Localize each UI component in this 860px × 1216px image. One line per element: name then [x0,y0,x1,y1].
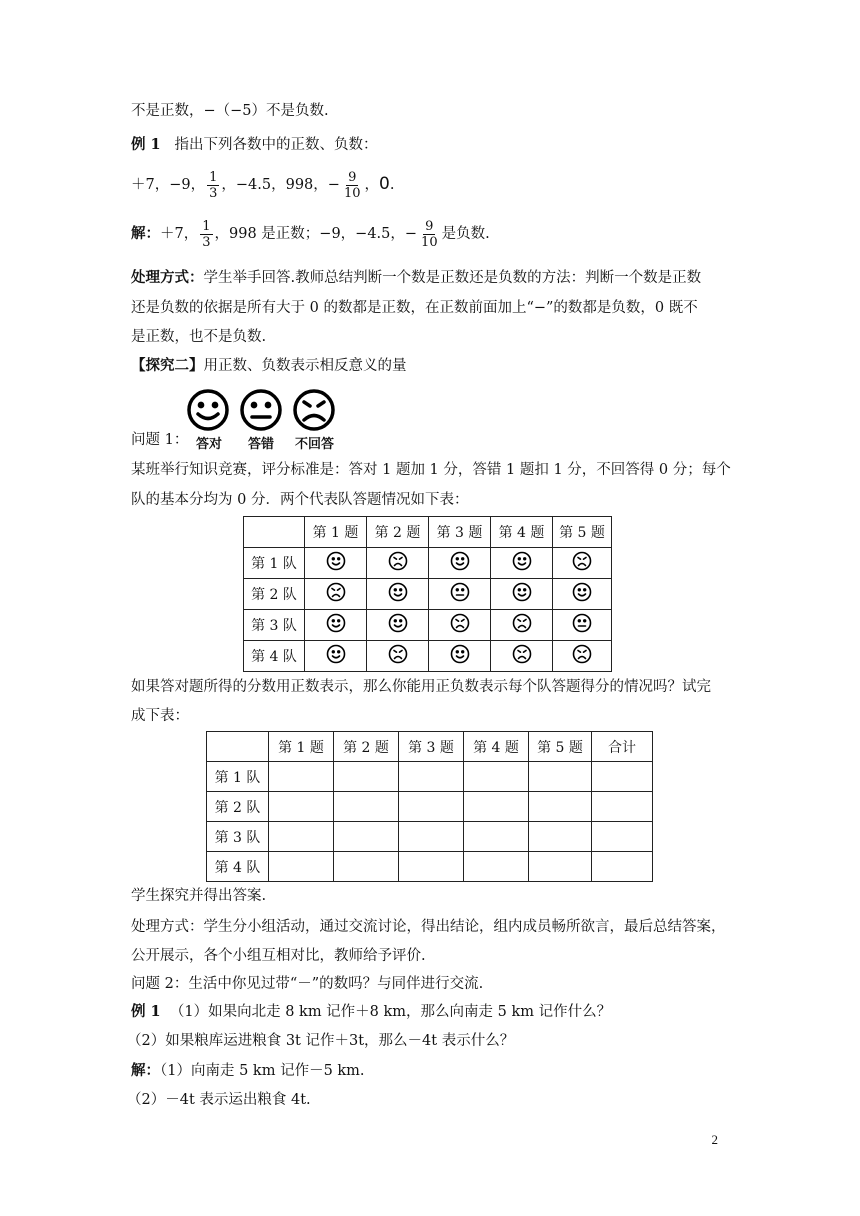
table-row [244,579,612,610]
score-cell[interactable] [464,792,529,822]
score-cell[interactable] [399,762,464,792]
example-1-line: 例 1 指出下列各数中的正数、负数： [131,136,378,153]
face-cell [491,641,553,672]
face-cell [491,579,553,610]
score-cell[interactable] [334,762,399,792]
smile-face-icon [512,582,532,606]
fraction-one-third: $\frac{1}{3}$ [202,218,211,250]
fraction-one-third: $\frac{1}{3}$ [209,169,218,201]
smile-face-icon [388,582,408,606]
smile-face-icon [572,582,592,606]
score-cell[interactable] [529,822,592,852]
solution-line: 解：＋7， $\frac{1}{3}$ ，998 是正数；−9，−4.5，− $\frac{9}{10}$ 是负数. [131,218,490,250]
face-cell [553,548,612,579]
question-2-line: 问题 2：生活中你见过带“－”的数吗？与同伴进行交流. [131,976,484,992]
text-line: 队的基本分均为 0 分．两个代表队答题情况如下表： [131,492,469,508]
solution-line: （2）－4t 表示运出粮食 4t. [127,1092,311,1108]
table-row [207,822,653,852]
table-header-cell: 第 5 题 [553,517,612,548]
score-cell[interactable] [269,792,334,822]
face-cell [429,641,491,672]
text-line: 某班举行知识竞赛，评分标准是：答对 1 题加 1 分，答错 1 题扣 1 分，不回答得 0 分；每个 [131,462,731,478]
process-line: 是正数，也不是负数. [131,329,267,345]
team-cell: 第 2 队 [207,792,269,822]
face-cell [305,579,367,610]
frown-face-icon [572,644,592,668]
face-cell [553,610,612,641]
frown-face-icon [388,551,408,575]
face-cell [429,610,491,641]
frown-face-icon [326,582,346,606]
process-line: 还是负数的依据是所有大于 0 的数都是正数，在正数前面加上“−”的数都是负数，0 既不 [131,300,698,316]
table-row [207,792,653,822]
face-label-wrong: 答错 [248,437,275,452]
face-cell [367,610,429,641]
table-row [244,610,612,641]
face-cell [305,610,367,641]
face-cell [429,579,491,610]
face-cell [553,579,612,610]
smile-face-icon [450,551,470,575]
answer-faces-table [243,516,612,672]
table-header-cell: 第 5 题 [529,732,592,762]
page-number: 2 [711,1132,718,1147]
team-cell: 第 2 队 [244,579,305,610]
face-cell [305,641,367,672]
score-cell[interactable] [464,852,529,882]
team-cell: 第 1 队 [207,762,269,792]
frown-face-icon [512,644,532,668]
smile-face-icon [326,644,346,668]
score-cell[interactable] [399,822,464,852]
face-cell [367,548,429,579]
table-row [207,852,653,882]
text-line: 学生探究并得出答案. [131,888,267,904]
score-cell[interactable] [334,822,399,852]
face-label-no-answer: 不回答 [295,437,335,452]
table-header-cell: 第 3 题 [429,517,491,548]
smile-face-icon [326,613,346,637]
face-legend-icons [186,388,338,432]
table-header-cell: 第 1 题 [269,732,334,762]
face-cell [305,548,367,579]
score-cell[interactable] [592,822,653,852]
score-cell[interactable] [399,792,464,822]
frown-face-icon [512,613,532,637]
smile-face-icon [326,551,346,575]
smile-face-icon [450,644,470,668]
text-line: 成下表： [131,708,189,724]
section-heading: 【探究二】用正数、负数表示相反意义的量 [131,357,407,374]
score-cell[interactable] [269,852,334,882]
score-cell[interactable] [529,762,592,792]
table-header-cell: 第 2 题 [367,517,429,548]
process-line: 处理方式：学生举手回答.教师总结判断一个数是正数还是负数的方法：判断一个数是正数 [131,269,702,286]
table-header-cell: 第 1 题 [305,517,367,548]
text-line: 不是正数，−（−5）不是负数. [131,103,329,119]
question-1-label: 问题 1： [131,432,189,448]
team-cell: 第 4 队 [244,641,305,672]
table-header-cell: 第 2 题 [334,732,399,762]
score-cell[interactable] [269,762,334,792]
text-line: 公开展示，各个小组互相对比，教师给予评价. [131,948,426,964]
table-header-cell: 第 4 题 [491,517,553,548]
table-row [207,762,653,792]
score-cell[interactable] [529,852,592,882]
face-cell [553,641,612,672]
table-header-cell [207,732,269,762]
frown-face-icon [388,644,408,668]
fraction-nine-tenths: $\frac{9}{10}$ [343,169,361,201]
table-header-row [207,732,653,762]
team-cell: 第 3 队 [207,822,269,852]
team-cell: 第 1 队 [244,548,305,579]
example-line: 例 1 （1）如果向北走 8 km 记作＋8 km，那么向南走 5 km 记作什么？ [131,1003,612,1020]
team-cell: 第 3 队 [244,610,305,641]
face-cell [491,548,553,579]
frown-face-icon [572,551,592,575]
smile-face-icon [388,613,408,637]
face-cell [491,610,553,641]
face-cell [367,579,429,610]
table-header-cell: 第 3 题 [399,732,464,762]
neutral-face-icon [572,613,592,637]
score-cell[interactable] [334,852,399,882]
score-cell[interactable] [592,762,653,792]
table-row [244,548,612,579]
fraction-nine-tenths: $\frac{9}{10}$ [421,218,438,250]
score-cell[interactable] [464,762,529,792]
smile-face-icon [512,551,532,575]
table-row [244,641,612,672]
text-line: 如果答对题所得的分数用正数表示，那么你能用正负数表示每个队答题得分的情况吗？试完 [131,679,711,695]
score-cell[interactable] [334,792,399,822]
face-cell [367,641,429,672]
face-label-correct: 答对 [196,437,223,452]
number-list: ＋7，−9， $\frac{1}{3}$ ，−4.5，998，− $\frac{9}{10}$ ，0. [131,169,395,201]
solution-line: 解：（1）向南走 5 km 记作－5 km. [131,1062,365,1079]
score-cell[interactable] [399,852,464,882]
neutral-face-icon [450,582,470,606]
score-cell[interactable] [464,822,529,852]
text-line: 处理方式：学生分小组活动，通过交流讨论，得出结论，组内成员畅所欲言，最后总结答案， [131,919,726,935]
face-cell [429,548,491,579]
example-line: （2）如果粮库运进粮食 3t 记作＋3t，那么－4t 表示什么？ [127,1033,515,1049]
table-header-cell [244,517,305,548]
score-cell[interactable] [592,792,653,822]
team-cell: 第 4 队 [207,852,269,882]
table-header-cell: 合计 [592,732,653,762]
score-cell[interactable] [592,852,653,882]
frown-face-icon [450,613,470,637]
score-cell[interactable] [529,792,592,822]
score-table [206,731,653,882]
face-legend [186,388,338,436]
score-cell[interactable] [269,822,334,852]
table-header-cell: 第 4 题 [464,732,529,762]
table-header-row [244,517,612,548]
